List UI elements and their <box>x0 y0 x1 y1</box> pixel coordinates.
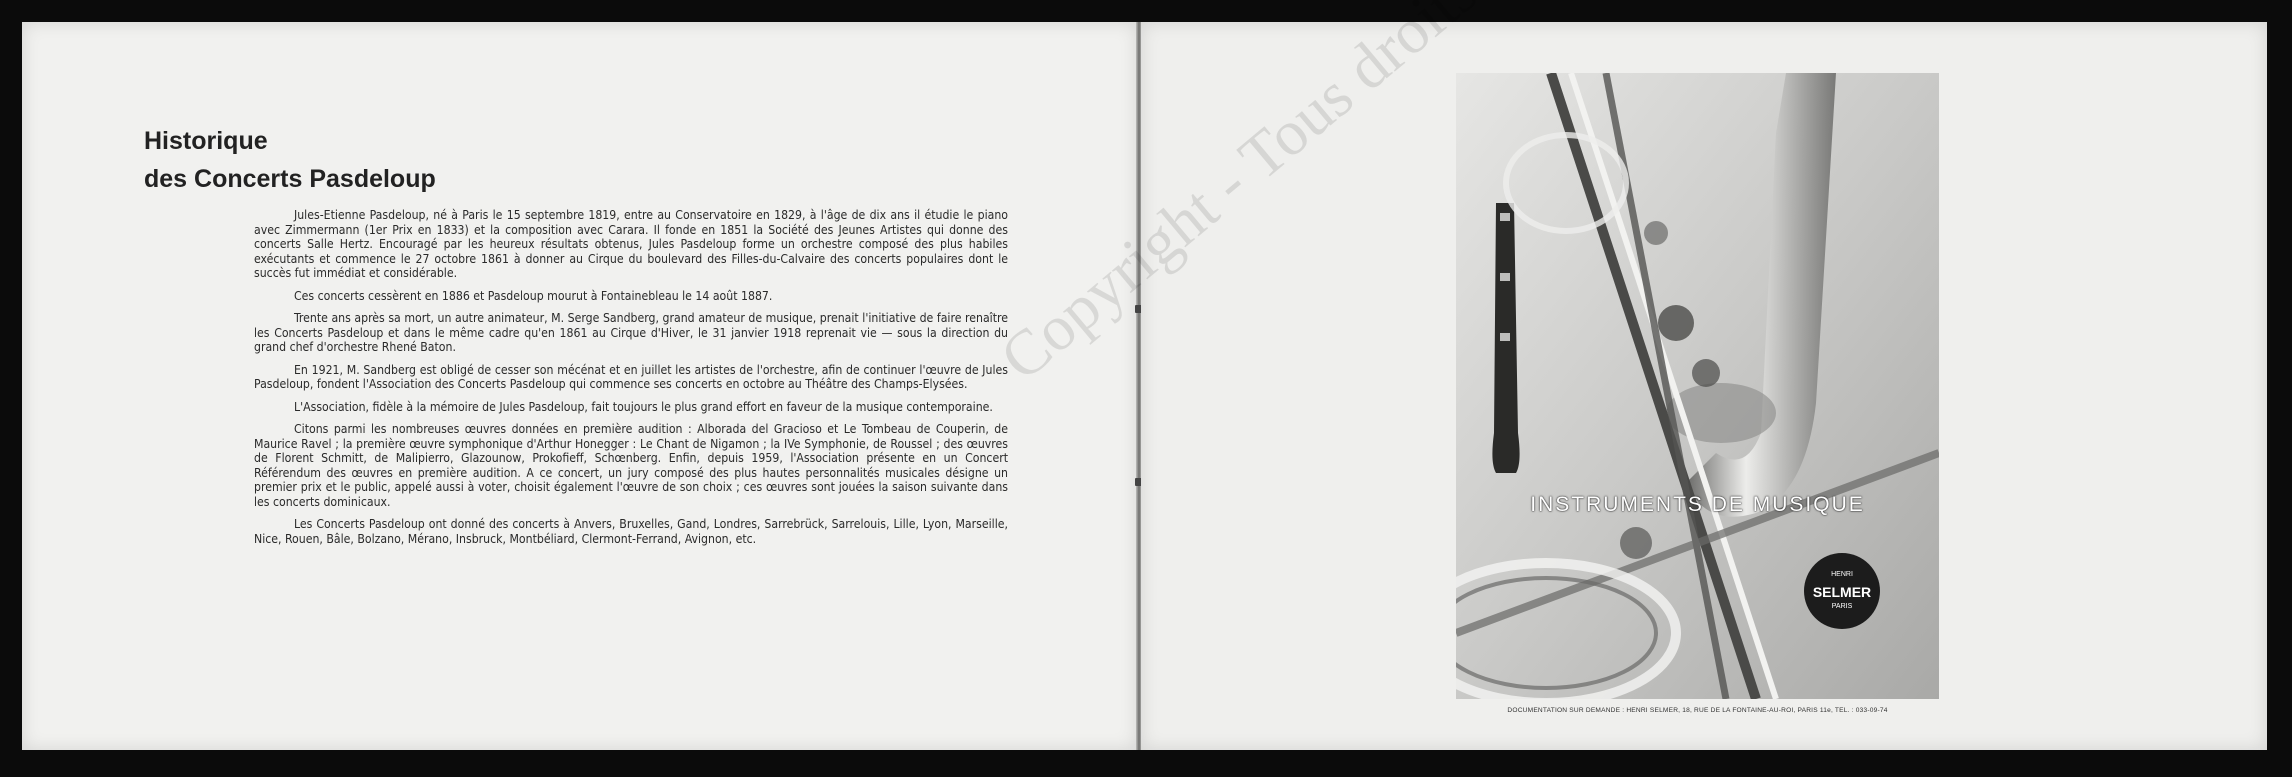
title-line-2: des Concerts Pasdeloup <box>144 165 436 193</box>
copyright-watermark: Copyright - Tous droits <box>986 0 1490 394</box>
selmer-advertisement <box>1456 73 1939 699</box>
paragraph: L'Association, fidèle à la mémoire de Jules Pasdeloup, fait toujours le plus grand effort en faveur de la musique contemporaine. <box>294 399 993 414</box>
logo-top-text: HENRI <box>1831 571 1853 578</box>
logo-wordmark: SELMER <box>1812 584 1872 600</box>
paragraph: En 1921, M. Sandberg est obligé de cesser son mécénat et en juillet les artistes de l'orchestre, afin de continuer l'œuvre de Jules Pasdeloup, fondent l'Association des Concerts Pasdeloup qui commence ses concerts en octobre au Théâtre des Champs-Elysées. <box>254 362 1008 391</box>
selmer-logo <box>1804 553 1880 629</box>
page-title <box>144 122 436 198</box>
paragraph: Ces concerts cessèrent en 1886 et Pasdeloup mourut à Fontainebleau le 14 août 1887. <box>294 288 773 303</box>
paragraph: Les Concerts Pasdeloup ont donné des concerts à Anvers, Bruxelles, Gand, Londres, Sarrebrück, Sarrelouis, Lille, Lyon, Marseille, Nice, Rouen, Bâle, Bolzano, Mérano, Insbruck, Montbéliard, Clermont-Ferrand, Avignon, etc. <box>254 517 1008 546</box>
paragraph: Jules-Etienne Pasdeloup, né à Paris le 15 septembre 1819, entre au Conservatoire en 1829, à l'âge de dix ans il étudie le piano avec Zimmermann (1er Prix en 1833) et la composition avec Carara. Il fonde en 1851 la Société des Jeunes Artistes qui donne des concerts Salle Hertz. Encouragé par les heureux résultats obtenus, Jules Pasdeloup forme un orchestre composé des plus habiles exécutants et commence le 27 octobre 1861 à donner au Cirque du boulevard des Filles-du-Calvaire des concerts populaires dont le succès fut immédiat et considérable. <box>254 208 1008 280</box>
title-line-1: Historique <box>144 127 268 155</box>
ad-title: INSTRUMENTS DE MUSIQUE <box>1530 493 1865 516</box>
left-page <box>22 22 1137 750</box>
history-text <box>254 208 1008 554</box>
logo-bottom-text: PARIS <box>1831 603 1853 610</box>
documentation-footer: DOCUMENTATION SUR DEMANDE : HENRI SELMER, 18, RUE DE LA FONTAINE-AU-ROI, PARIS 11e, TEL. : 033-09-74 <box>1507 707 1888 714</box>
paragraph: Citons parmi les nombreuses œuvres données en première audition : Alborada del Gracioso et Le Tombeau de Couperin, de Maurice Ravel ; la première œuvre symphonique d'Arthur Honegger : Le Chant de Nigamon ; la IVe Symphonie, de Roussel ; des œuvres de Florent Schmitt, de Malipierro, Glazounow, Prokofieff, Schœnberg. Enfin, depuis 1959, l'Association présente en un Concert Référendum des œuvres en première audition. A ce concert, un jury composé des plus hautes personnalités musicales désigne un premier prix et le public, appelé aussi à voter, choisit également l'œuvre de son choix ; ces œuvres sont jouées la saison suivante dans les concerts dominicaux. <box>254 422 1008 509</box>
paragraph: Trente ans après sa mort, un autre animateur, M. Serge Sandberg, grand amateur de musique, prenait l'initiative de faire renaître les Concerts Pasdeloup et dans le même cadre qu'en 1861 au Cirque d'Hiver, le 31 janvier 1918 reprenait vie — sous la direction du grand chef d'orchestre Rhené Baton. <box>254 311 1008 354</box>
